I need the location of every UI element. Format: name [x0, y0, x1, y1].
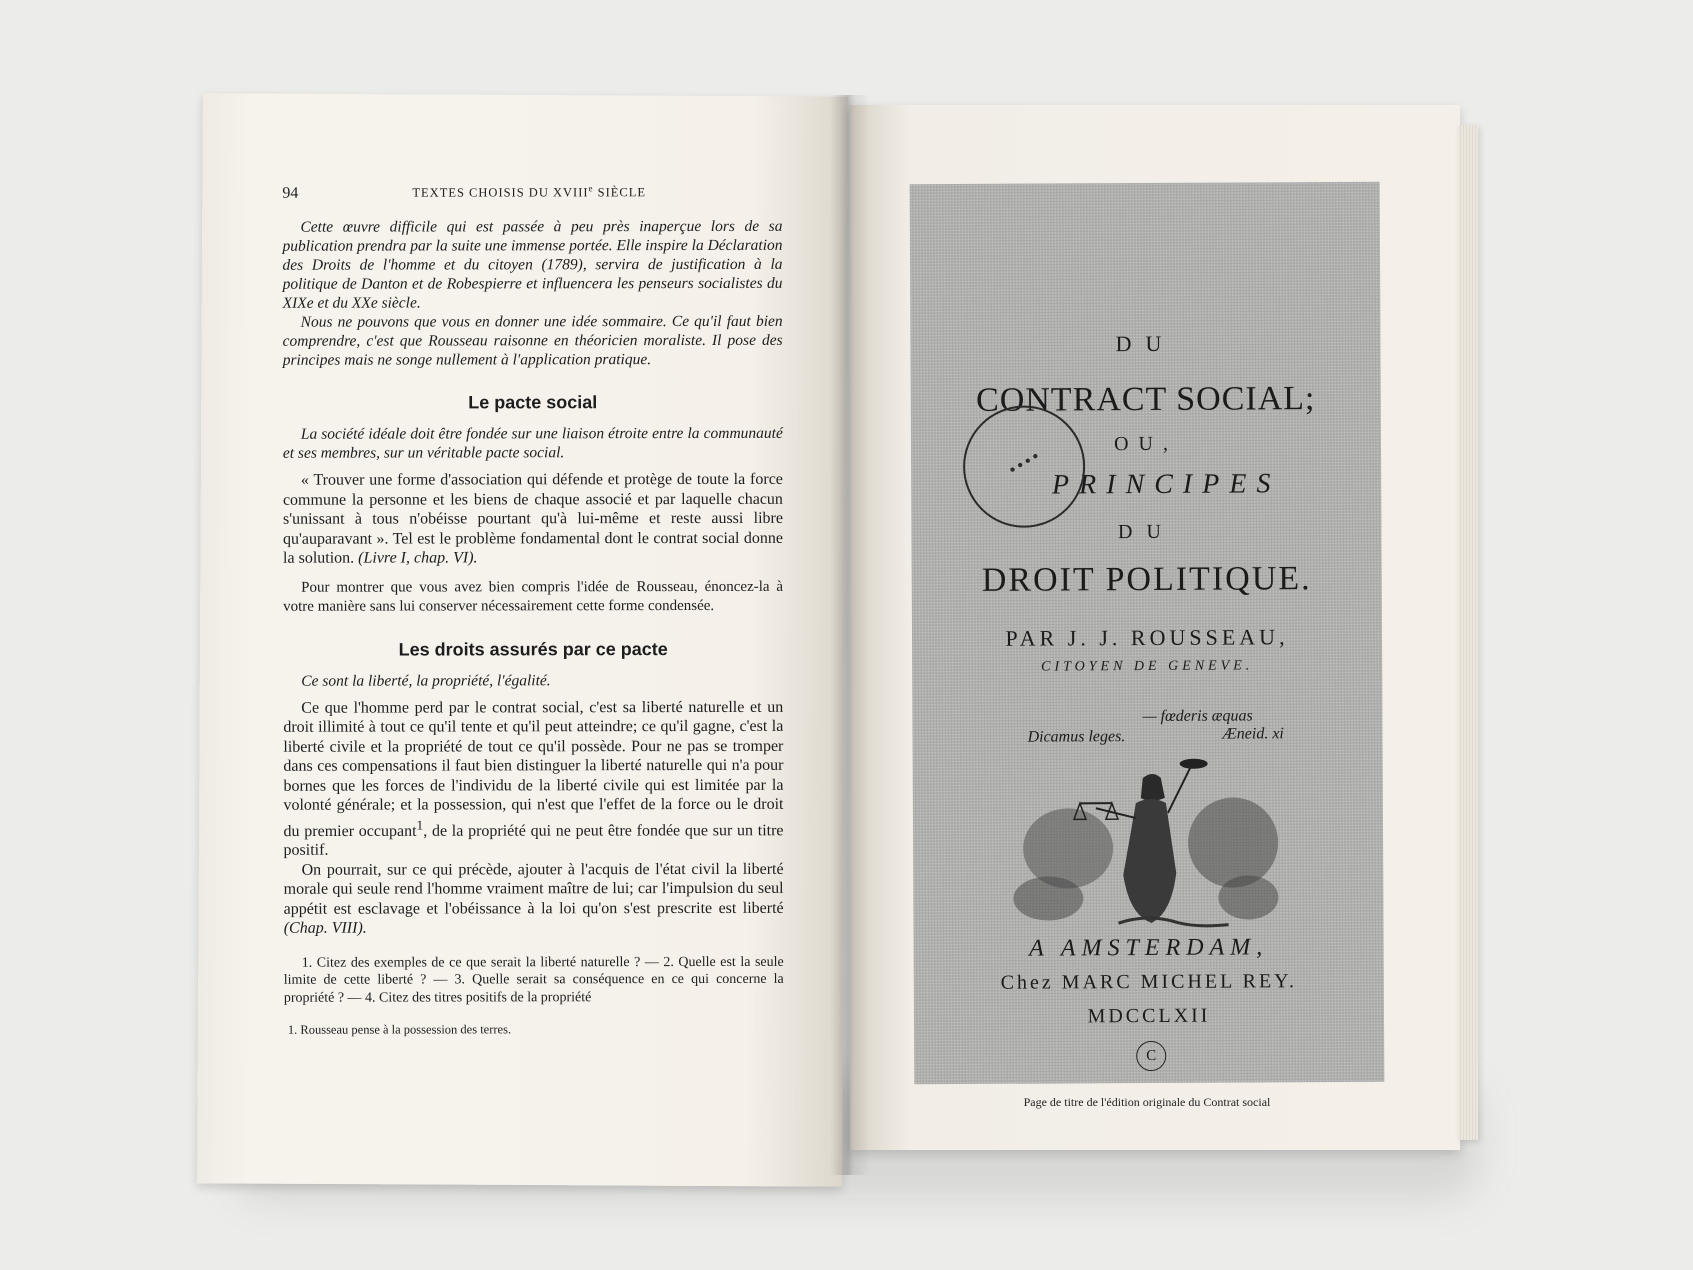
- footnote: 1. Rousseau pense à la possession des terres.: [287, 1022, 512, 1038]
- section-2-lead: Ce sont la liberté, la propriété, l'égalité.: [301, 671, 551, 690]
- title-contract-social: CONTRACT SOCIAL;: [975, 380, 1316, 419]
- title-du: DU: [1115, 330, 1176, 357]
- title-principes: PRINCIPES: [1051, 468, 1281, 501]
- running-title: TEXTES CHOISIS DU XVIIIe SIÈCLE: [412, 183, 647, 200]
- section-1-lead: La société idéale doit être fondée sur une liaison étroite entre la communauté et ses membres, sur un véritable pacte social.: [282, 424, 783, 462]
- left-page-text: [282, 183, 783, 1040]
- plate-caption: Page de titre de l'édition originale du Contrat social: [1023, 1095, 1271, 1109]
- section-2-paragraph-1: Ce que l'homme perd par le contrat social, c'est sa liberté naturelle et un droit illimité à tout ce qu'il tente et qu'il peut atteindre; ce qu'il gagne, c'est la liberté civile et la propriété de tout ce qu'il possède. Pour ne pas se tromper dans ces compensations il faut bien distinguer la liberté naturelle qui n'a pour bornes que les forces de l'individu de la liberté civile qui est limitée par la volonté générale; et la possession, qui n'est que l'effet de la force ou le droit du premier occupant$^1$, de la propriété qui ne peut être fondée que sur un titre positif.: [283, 698, 784, 860]
- book-gutter: [830, 95, 870, 1175]
- imprint-publisher: Chez MARC MICHEL REY.: [1000, 970, 1298, 994]
- page-edges: [1458, 125, 1478, 1140]
- section-1-exercise: Pour montrer que vous avez bien compris l'idée de Rousseau, énoncez-la à votre manière sans lui conserver nécessairement cette forme condensée.: [283, 578, 784, 615]
- section-title-droits: Les droits assurés par ce pacte: [398, 638, 668, 660]
- section-1-quote: « Trouver une forme d'association qui défende et protège de toute la force commune la personne et les biens de chaque associé et par laquelle chacun s'unissant à tous n'obéisse pourtant qu'à lui-même et reste aussi libre qu'auparavant ». Tel est le problème fondamental dont le contrat social donne la solution. (Livre I, chap. VI).: [282, 470, 784, 567]
- motto-line-1: — fœderis æquas: [1142, 707, 1253, 726]
- title-du-2: DU: [1117, 520, 1175, 544]
- section-title-pacte-social: Le pacte social: [468, 392, 598, 413]
- section-1-reference: (Livre I, chap. VI).: [358, 549, 478, 567]
- page-number: 94: [282, 184, 299, 202]
- title-citoyen: CITOYEN DE GENEVE.: [1041, 658, 1254, 675]
- section-2-reference: (Chap. VIII).: [283, 919, 367, 938]
- copyright-icon: C: [1136, 1041, 1166, 1071]
- questions: 1. Citez des exemples de ce que serait la liberté naturelle ? — 2. Quelle est la seule limite de cette liberté ? — 3. Quelle serait sa conséquence en ce qui concerne la propriété ? — 4. Citez des titres positifs de la propriété: [283, 954, 784, 1006]
- imprint-year: MDCCLXII: [1087, 1004, 1211, 1028]
- running-header: [282, 183, 782, 208]
- left-page: [197, 93, 848, 1186]
- justice-vignette-icon: [1008, 757, 1289, 928]
- motto-line-2: Dicamus leges.: [1027, 728, 1126, 746]
- title-droit-politique: DROIT POLITIQUE.: [981, 560, 1312, 599]
- section-2-paragraph-2: On pourrait, sur ce qui précède, ajouter à l'acquis de l'état civil la liberté morale qui seule rend l'homme vraiment maître de lui; car l'impulsion du seul appétit est esclavage et l'obéissance à la loi qu'on s'est prescrite est liberté (Chap. VIII).: [283, 860, 784, 938]
- title-author: PAR J. J. ROUSSEAU,: [1005, 624, 1289, 651]
- footnote-marker: 1: [416, 816, 424, 833]
- intro-paragraph-2: Nous ne pouvons que vous en donner une idée sommaire. Ce qu'il faut bien comprendre, c'est que Rousseau raisonne en théoricien moraliste. Il pose des principes mais ne songe nullement à l'application pratique.: [282, 312, 783, 369]
- intro-paragraph-1: Cette œuvre difficile qui est passée à peu près inaperçue lors de sa publication prendra par la suite une immense portée. Elle inspire la Déclaration des Droits de l'homme et du citoyen (1789), servira de justification à la politique de Danton et de Robespierre et influencera les penseurs socialistes du XIXe et du XXe siècle.: [282, 217, 783, 312]
- title-page-reproduction: [910, 182, 1385, 1084]
- library-stamp-icon: ● ● ● ●: [963, 405, 1086, 528]
- imprint-city: A AMSTERDAM,: [1029, 934, 1269, 962]
- open-book: [200, 95, 1480, 1190]
- motto-source: Æneid. xi: [1222, 725, 1284, 743]
- title-ou: OU,: [1114, 432, 1179, 456]
